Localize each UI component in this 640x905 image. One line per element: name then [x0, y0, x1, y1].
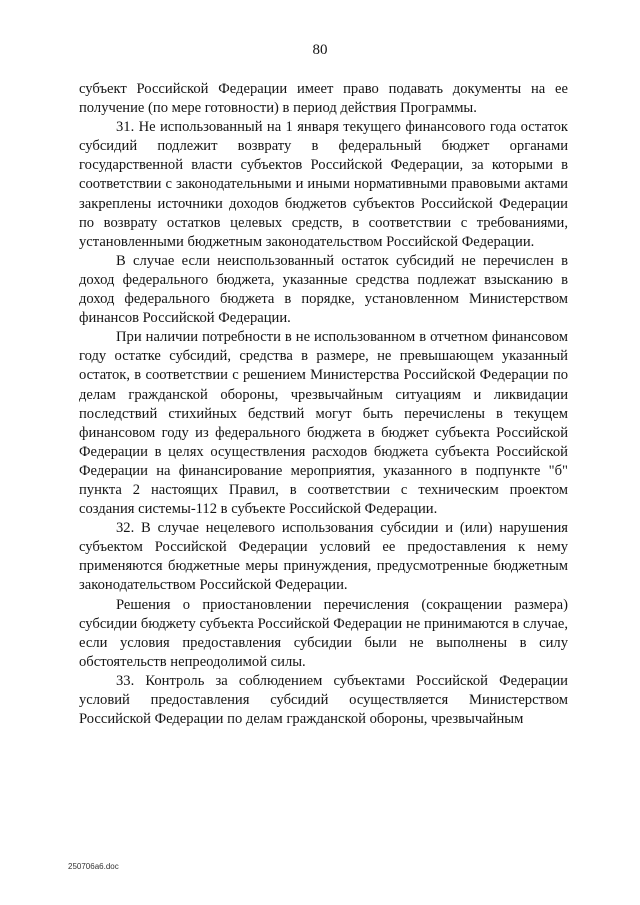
paragraph-suspension-decisions: Решения о приостановлении перечисления (сокращении размера) субсидии бюджету субъекта Российской Федерации не принимаются в случае, если условия предоставления субсидии были не выполнены в силу обстоятельств непреодолимой силы.	[79, 596, 568, 670]
paragraph-item-33: 33. Контроль за соблюдением субъектами Российской Федерации условий предоставления субсидий осуществляется Министерством Российской Федерации по делам гражданской обороны, чрезвычайным	[79, 672, 568, 728]
document-body	[79, 80, 568, 729]
page-number: 80	[312, 42, 328, 58]
paragraph-unreturned-balance: В случае если неиспользованный остаток субсидий не перечислен в доход федерального бюджета, указанные средства подлежат взысканию в доход федерального бюджета в порядке, установленном Министерством финансов Российской Федерации.	[79, 252, 568, 327]
paragraph-continuation: субъект Российской Федерации имеет право подавать документы на ее получение (по мере готовности) в период действия Программы.	[79, 81, 568, 117]
paragraph-remaining-need: При наличии потребности в не использованном в отчетном финансовом году остатке субсидий, средства в размере, не превышающем указанный остаток, в соответствии с решением Министерства Российской Федерации по делам гражданской обороны, чрезвычайным ситуациям и ликвидации последствий стихийных бедствий могут быть перечислены в текущем финансовом году из федерального бюджета в бюджет субъекта Российской Федерации в целях осуществления расходов бюджета субъекта Российской Федерации на финансирование мероприятия, указанного в подпункте "б" пункта 2 настоящих Правил, в соответствии с техническим проектом создания системы-112 в субъекте Российской Федерации.	[79, 329, 568, 518]
footer-filename: 250706a6.doc	[68, 862, 119, 871]
paragraph-item-32: 32. В случае нецелевого использования субсидии и (или) нарушения субъектом Российской Федерации условий ее предоставления к нему применяются бюджетные меры принуждения, предусмотренные бюджетным законодательством Российской Федерации.	[79, 520, 568, 594]
paragraph-item-31: 31. Не использованный на 1 января текущего финансового года остаток субсидий подлежит возврату в федеральный бюджет органами государственной власти субъектов Российской Федерации, за которыми в соответствии с законодательными и иными нормативными правовыми актами закреплены источники доходов бюджетов субъектов Российской Федерации по возврату остатков целевых средств, в соответствии с требованиями, установленными бюджетным законодательством Российской Федерации.	[79, 119, 568, 250]
